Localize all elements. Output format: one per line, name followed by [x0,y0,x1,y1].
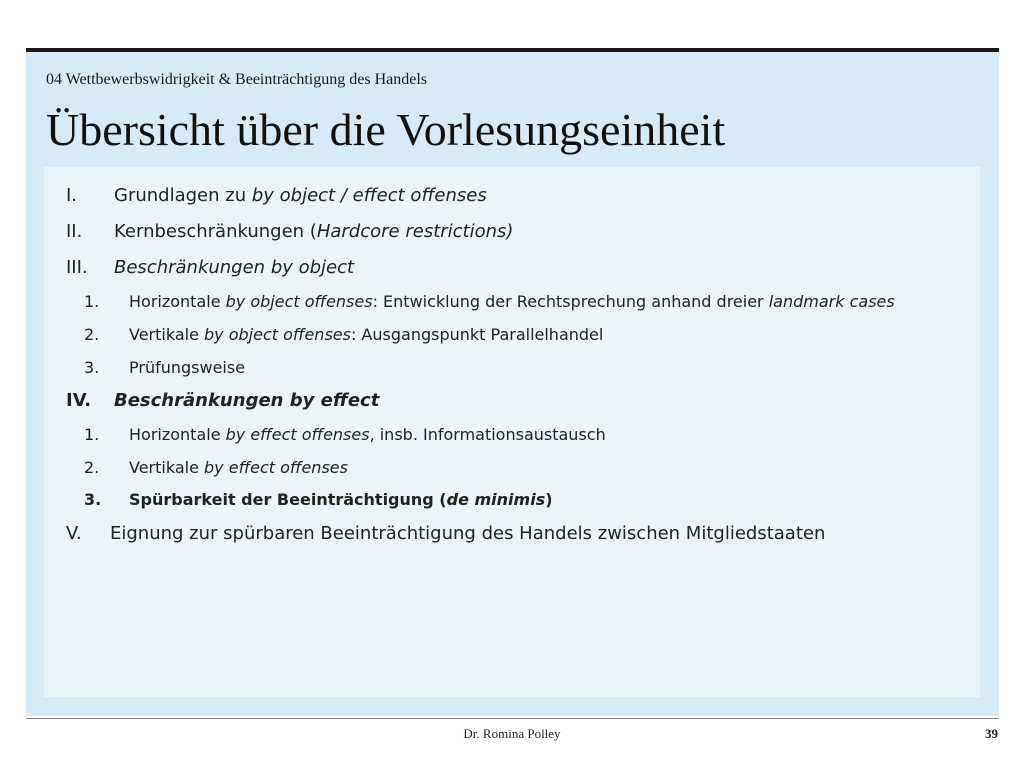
item-text: Prüfungsweise [129,358,246,377]
item-number: 1. [84,292,100,311]
item-number: 3. [84,358,100,377]
item-number: I. [66,185,78,206]
item-text: Beschränkungen by effect [114,390,380,411]
item-number: III. [66,257,88,278]
item-text: Vertikale by object offenses: Ausgangspunkt Parallelhandel [129,325,604,344]
item-number: IV. [66,390,92,411]
footer-divider [26,718,999,719]
item-number: 1. [84,425,100,444]
item-text: Beschränkungen by object [114,257,355,278]
item-number: 2. [84,458,100,477]
item-text: Eignung zur spürbaren Beeinträchtigung des Handels zwischen Mitgliedstaaten [110,523,826,544]
page-number: 39 [985,726,998,741]
item-number: II. [66,221,83,242]
item-number: V. [66,523,82,544]
item-text: Kernbeschränkungen (Hardcore restrictions) [114,221,514,242]
slide-title: Übersicht über die Vorlesungseinheit [46,104,726,155]
item-text: Horizontale by object offenses: Entwicklung der Rechtsprechung anhand dreier landmark cases [129,292,895,311]
footer-author: Dr. Romina Polley [463,726,561,741]
slide-subtitle: 04 Wettbewerbswidrigkeit & Beeinträchtigung des Handels [46,71,427,88]
item-text: Vertikale by effect offenses [129,458,348,477]
item-number: 2. [84,325,100,344]
outline-list [44,167,980,697]
item-text: Horizontale by effect offenses, insb. Informationsaustausch [129,425,606,444]
item-text: Spürbarkeit der Beeinträchtigung (de minimis) [129,490,553,509]
item-text: Grundlagen zu by object / effect offenses [114,185,487,206]
item-number: 3. [84,490,102,509]
content-box [44,167,980,697]
